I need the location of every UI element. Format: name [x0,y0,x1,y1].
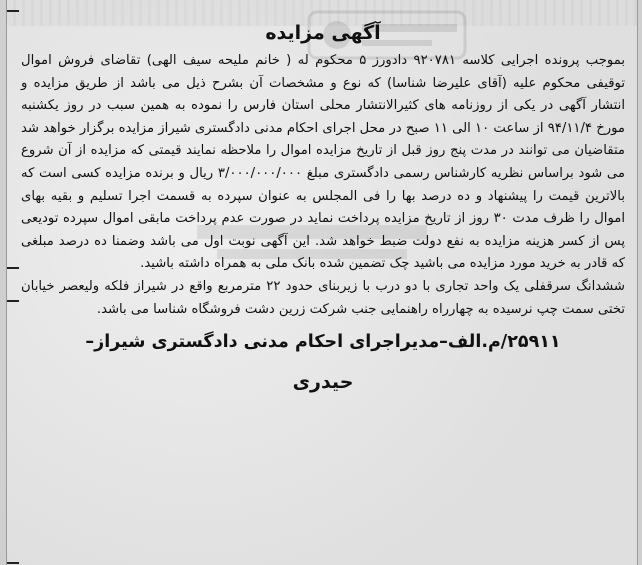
column-rule-bottom [7,300,19,564]
column-rule-top [7,10,19,269]
notice-title: آگهی مزایده [265,22,381,44]
notice-signature: ۲۵۹۱۱/م.الف–مدیراجرای احکام مدنی دادگستری شیراز– [85,332,561,353]
newspaper-clipping [6,0,638,565]
signatory-name: حیدری [292,371,354,394]
notice-body-paragraph: بموجب پرونده اجرایی کلاسه ۹۲۰۷۸۱ دادورز ۵ محکوم له ( خانم ملیحه سیف الهی) تقاضای فروش اموال توقیفی محکوم علیه (آقای علیرضا شناسا) که نوع و مشخصات آن بشرح ذیل می باشد از طریق مزایده و انتشار آگهی در یکی از روزنامه های کثیرالانتشار محلی استان فارس را نموده به همین سبب در روز یکشنبه مورخ ۹۴/۱۱/۴ از ساعت ۱۰ الی ۱۱ صبح در محل اجرای احکام مدنی دادگستری شیراز مزایده برگزار خواهد شد متقاضیان می توانند در مدت پنج روز قبل از تاریخ مزایده اموال را ملاحظه نمایند قیمتی که مزایده از آن شروع می شود براساس نظریه کارشناس رسمی دادگستری مبلغ ۳/۰۰۰/۰۰۰/۰۰۰ ریال و برنده مزایده کسی است که بالاترین قیمت را پیشنهاد و ده درصد بها را فی المجلس به عنوان سپرده به قسمت اجرا تسلیم و بقیه بهای اموال را ظرف مدت ۳۰ روز از تاریخ مزایده پرداخت نماید در صورت عدم پرداخت مابقی اموال سپرده تودیعی پس از کسر هزینه مزایده به نفع دولت ضبط خواهد شد. این آگهی نوبت اول می باشد وضمنا ده درصد مبلغی که قادر به خرید مورد مزایده می باشید چک تضمین شده بانک ملی به همراه داشته باشید. [21,53,626,272]
property-description-paragraph: ششدانگ سرقفلی یک واحد تجاری با دو درب با زیربنای حدود ۲۲ مترمربع واقع در شیراز فلکه ولیعصر خیابان تختی سمت چپ نرسیده به چهارراه راهنمایی جنب شرکت زرین دشت فروشگاه شناسا می باشد. [21,278,625,317]
auction-notice [21,22,625,393]
